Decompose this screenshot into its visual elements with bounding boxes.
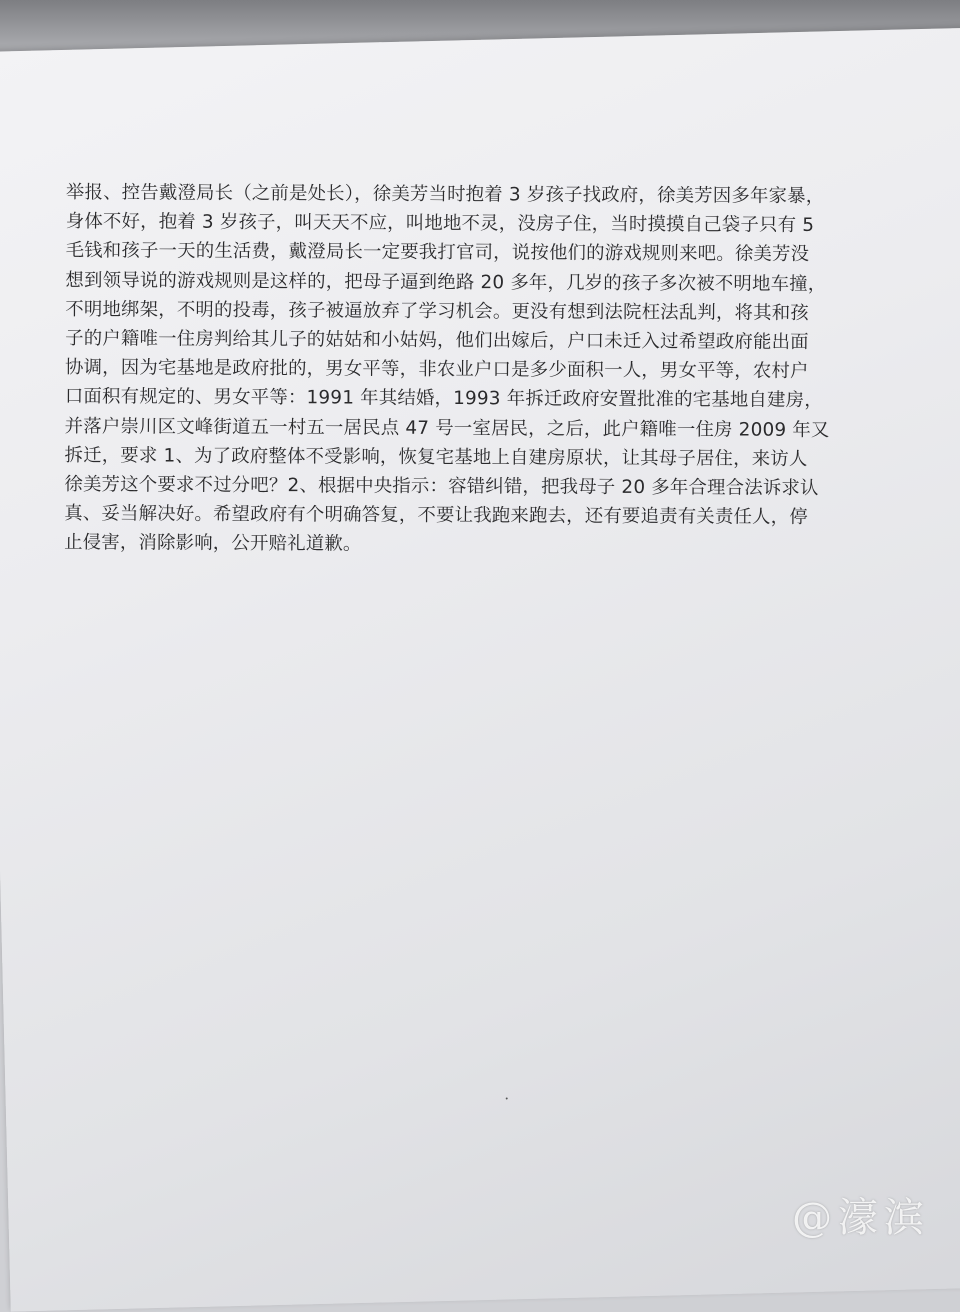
text-line: 口面积有规定的、男女平等：1991 年其结婚，1993 年拆迁政府安置批准的宅基地自建房，	[64, 386, 823, 412]
text-line: 止侵害，消除影响，公开赔礼道歉。	[64, 532, 362, 555]
text-line: 举报、控告戴澄局长（之前是处长），徐美芳当时抱着 3 岁孩子找政府，徐美芳因多年家暴，	[65, 181, 825, 207]
text-line: 想到领导说的游戏规则是这样的，把母子逼到绝路 20 多年，几岁的孩子多次被不明地车撞，	[65, 269, 827, 295]
text-line: 真、妥当解决好。希望政府有个明确答复，不要让我跑来跑去，还有要追责有关责任人，停	[64, 503, 808, 529]
text-line: 毛钱和孩子一天的生活费，戴澄局长一定要我打官司，说按他们的游戏规则来吧。徐美芳没	[65, 240, 810, 266]
text-line: 身体不好，抱着 3 岁孩子，叫天天不应，叫地地不灵，没房子住，当时摸摸自己袋子只有 5	[65, 211, 815, 237]
text-line: 不明地绑架，不明的投毒，孩子被逼放弃了学习机会。更没有想到法院枉法乱判，将其和孩	[65, 298, 809, 324]
text-line: 并落户崇川区文峰街道五一村五一居民点 47 号一室居民，之后，此户籍唯一住房 2009 年又	[64, 415, 830, 441]
paper-speck	[506, 1097, 508, 1099]
text-line: 徐美芳这个要求不过分吧？2、根据中央指示：容错纠错，把我母子 20 多年合理合法诉求认	[64, 474, 819, 499]
document-text-block	[64, 178, 926, 562]
watermark: @濠滨	[792, 1195, 930, 1241]
text-line: 拆迁，要求 1、为了政府整体不受影响，恢复宅基地上自建房原状，让其母子居住，来访人	[64, 444, 808, 470]
text-line: 子的户籍唯一住房判给其儿子的姑姑和小姑妈，他们出嫁后，户口未迁入过希望政府能出面	[65, 328, 809, 353]
text-line: 协调，因为宅基地是政府批的，男女平等，非农业户口是多少面积一人，男女平等，农村户	[64, 357, 809, 383]
